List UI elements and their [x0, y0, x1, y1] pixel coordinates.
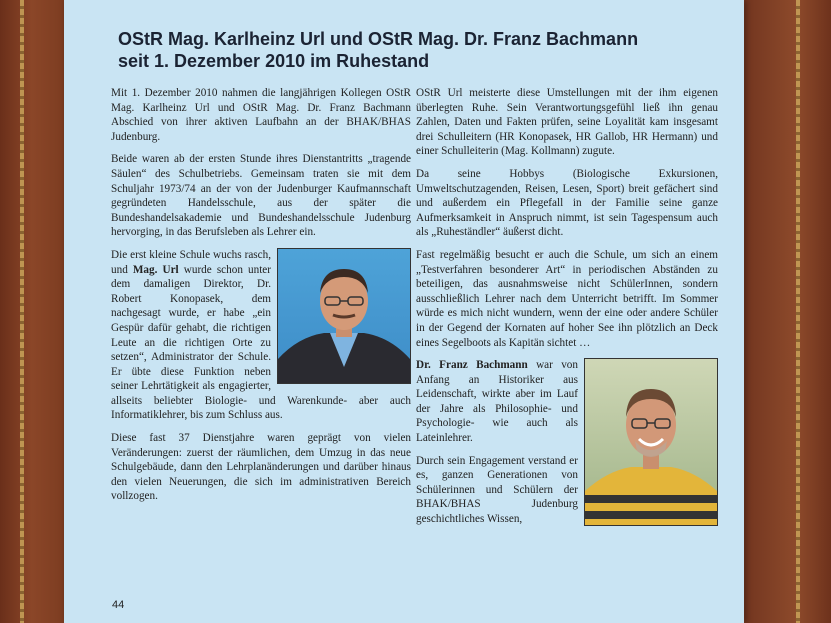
newsletter-page: [64, 0, 744, 623]
right-paragraph-4: Dr. Franz Bachmann war von Anfang an Historiker aus Leidenschaft, wirkte aber im Lauf der Jahre als Philosophie- und Psychologie- wie auch als Lateinlehrer.: [416, 359, 578, 445]
name-url-bold: Mag. Url: [132, 263, 179, 276]
portrait-karlheinz-url: [277, 248, 411, 384]
title-line-2: seit 1. Dezember 2010 im Ruhestand: [118, 51, 430, 71]
portrait-franz-bachmann: [584, 358, 718, 526]
page-number: 44: [112, 599, 125, 611]
gold-stitching-left: [20, 0, 24, 623]
leather-background-right: [745, 0, 831, 623]
article-title: [118, 28, 718, 72]
left-column: [111, 86, 411, 512]
name-bachmann-bold: Dr. Franz Bachmann: [416, 359, 528, 372]
right-paragraph-1: OStR Url meisterte diese Umstellungen mit der ihm eigenen überlegten Ruhe. Sein Verantwortungsgefühl ließ ihn genau Zahlen, Daten und Fakten prüfen, seine Loyalität kam insgesamt drei Schulleitern (HR Konopasek, HR Gallob, HR Hermann) und einer Schulleiterin (Mag. Kollmann) zugute.: [416, 87, 718, 158]
left-paragraph-1: Mit 1. Dezember 2010 nahmen die langjährigen Kollegen OStR Mag. Karlheinz Url und OStR Mag. Dr. Franz Bachmann Abschied von ihrer aktiven Laufbahn an der BHAK/BHAS Judenburg.: [111, 87, 411, 143]
left-paragraph-4: Diese fast 37 Dienstjahre waren geprägt von vielen Veränderungen: zuerst der räumlichen, dem Umzug in das neue Schulgebäude, dann den Lehrplanänderungen und darüber hinaus den vielen Neuerungen, die sich im administrativen Bereich vollzogen.: [111, 432, 411, 503]
gold-stitching-right: [796, 0, 800, 623]
title-line-1: OStR Mag. Karlheinz Url und OStR Mag. Dr. Franz Bachmann: [118, 29, 639, 49]
right-column: [416, 86, 718, 535]
right-paragraph-2: Da seine Hobbys (Biologische Exkursionen, Umweltschutzagenden, Reisen, Lesen, Sport) breit gefächert sind und außerdem ein Pflegefall in der Familie seine ganze Aufmerksamkeit in Anspruch nimmt, ist sein Tagespensum auch als „Ruheständler“ äußerst dicht.: [416, 167, 718, 239]
leather-background-left: [0, 0, 70, 623]
left-paragraph-2: Beide waren ab der ersten Stunde ihres Dienstantritts „tragende Säulen“ des Schulbetriebs. Gemeinsam traten sie mit dem Schuljahr 1973/74 an der von der Judenburger Kaufmannschaft gegründeten Handelsschule, aus der später die Bundeshandelsakademie und Bundeshandelsschule Judenburg hervorging, in das Berufsleben als Lehrer ein.: [111, 153, 411, 239]
right-paragraph-3: Fast regelmäßig besucht er auch die Schule, um sich an einem „Testverfahren besonderer Art“ in periodischen Abständen zu beteiligen, das ausnahmsweise nicht SchülerInnen, sondern ausschließlich Lehrer nach dem Unterricht betrifft. Im Sommer würde es mich nicht wundern, wenn der eine oder andere Schüler in der Gegend der Kornaten auf hoher See ihn plötzlich an Deck eines Segelboots als Kapitän sichtet …: [416, 248, 718, 349]
right-paragraph-5: Durch sein Engagement verstand er es, ganzen Generationen von Schülerinnen und Schülern der BHAK/BHAS Judenburg geschichtliches Wissen,: [416, 454, 578, 526]
left-paragraph-3: Die erst kleine Schule wuchs rasch, und Mag. Url wurde schon unter dem damaligen Direktor, Dr. Robert Konopasek, dem nachgesagt wurde, er habe „ein Gespür dafür gehabt, die richtigen Leute an die richtigen Orte zu setzen“, Administrator der Schule. Er übte diese Funktion neben seiner Lehrtätigkeit als engagierter, allseits beliebter Biologie- und Warenkunde- aber auch Informatiklehrer, bis zum Schluss aus.: [111, 248, 411, 422]
